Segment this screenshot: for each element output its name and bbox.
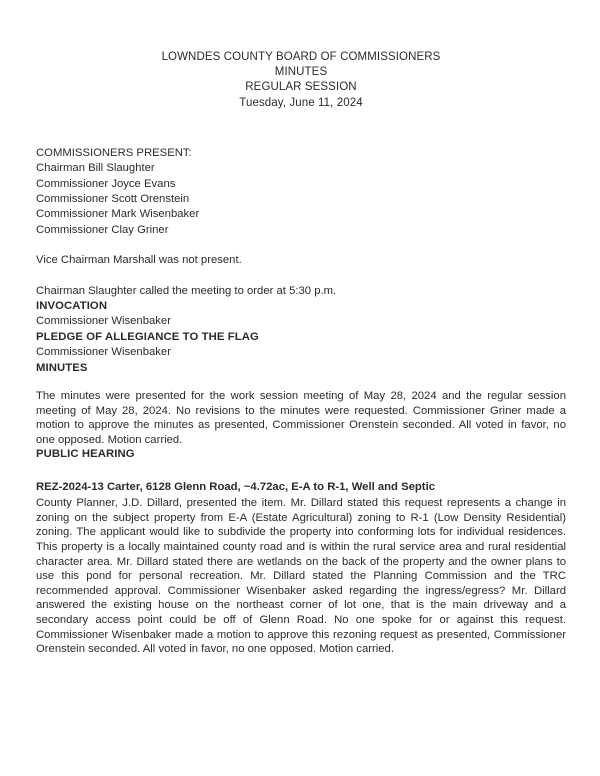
attendance-roster (36, 146, 566, 238)
attendee-item: Commissioner Clay Griner (36, 223, 169, 236)
section-heading-pledge: PLEDGE OF ALLEGIANCE TO THE FLAG (36, 330, 259, 343)
header-line-organization: LOWNDES COUNTY BOARD OF COMMISSIONERS (161, 51, 441, 63)
minutes-paragraph: The minutes were presented for the work session meeting of May 28, 2024 and the regular session meeting of May 28, 2024. No revisions to the minutes were requested. Commissioner Griner made a motion to approve the minutes as presented, Commissioner Orenstein seconded. All voted in favor, no one opposed. Motion carried. (36, 390, 566, 446)
attendee-item: Commissioner Mark Wisenbaker (36, 208, 200, 221)
attendee-item: Commissioner Joyce Evans (36, 177, 176, 190)
attendee-item: Chairman Bill Slaughter (36, 162, 155, 175)
rezoning-item-title: REZ-2024-13 Carter, 6128 Glenn Road, ~4.72ac, E-A to R-1, Well and Septic (36, 480, 435, 493)
document-header (36, 50, 566, 111)
section-heading-minutes: MINUTES (36, 361, 88, 374)
rezoning-item-paragraph: County Planner, J.D. Dillard, presented the item. Mr. Dillard stated this request represents a change in zoning on the subject property from E-A (Estate Agricultural) zoning to R-1 (Low Density Residential) zoning. The applicant would like to subdivide the property into conforming lots for individual residences. This property is a locally maintained county road and is within the rural service area and rural residential character area. Mr. Dillard stated there are wetlands on the back of the property and the owner plans to use this pond for personal recreation. Mr. Dillard stated the Planning Commission and the TRC recommended approval. Commissioner Wisenbaker asked regarding the ingress/egress? Mr. Dillard answered the existing house on the northeast corner of lot one, that is the main driveway and a secondary access point could be off of Glenn Road. No one spoke for or against this request. Commissioner Wisenbaker made a motion to approve this rezoning request as presented, Commissioner Orenstein seconded. All voted in favor, no one opposed. Motion carried. (36, 497, 566, 656)
header-line-date: Tuesday, June 11, 2024 (239, 96, 363, 109)
document-content (36, 0, 566, 657)
header-line-session: REGULAR SESSION (245, 81, 357, 94)
section-heading-public-hearing: PUBLIC HEARING (36, 448, 135, 461)
section-heading-invocation: INVOCATION (36, 300, 108, 313)
header-line-doctype: MINUTES (274, 66, 328, 79)
absent-note: Vice Chairman Marshall was not present. (36, 254, 242, 267)
invocation-presenter: Commissioner Wisenbaker (36, 315, 171, 328)
call-to-order-note: Chairman Slaughter called the meeting to order at 5:30 p.m. (36, 284, 337, 297)
public-hearing-item (36, 480, 566, 657)
attendee-item: Commissioner Scott Orenstein (36, 193, 190, 206)
attendance-heading: COMMISSIONERS PRESENT: (36, 146, 192, 159)
pledge-presenter: Commissioner Wisenbaker (36, 346, 171, 359)
